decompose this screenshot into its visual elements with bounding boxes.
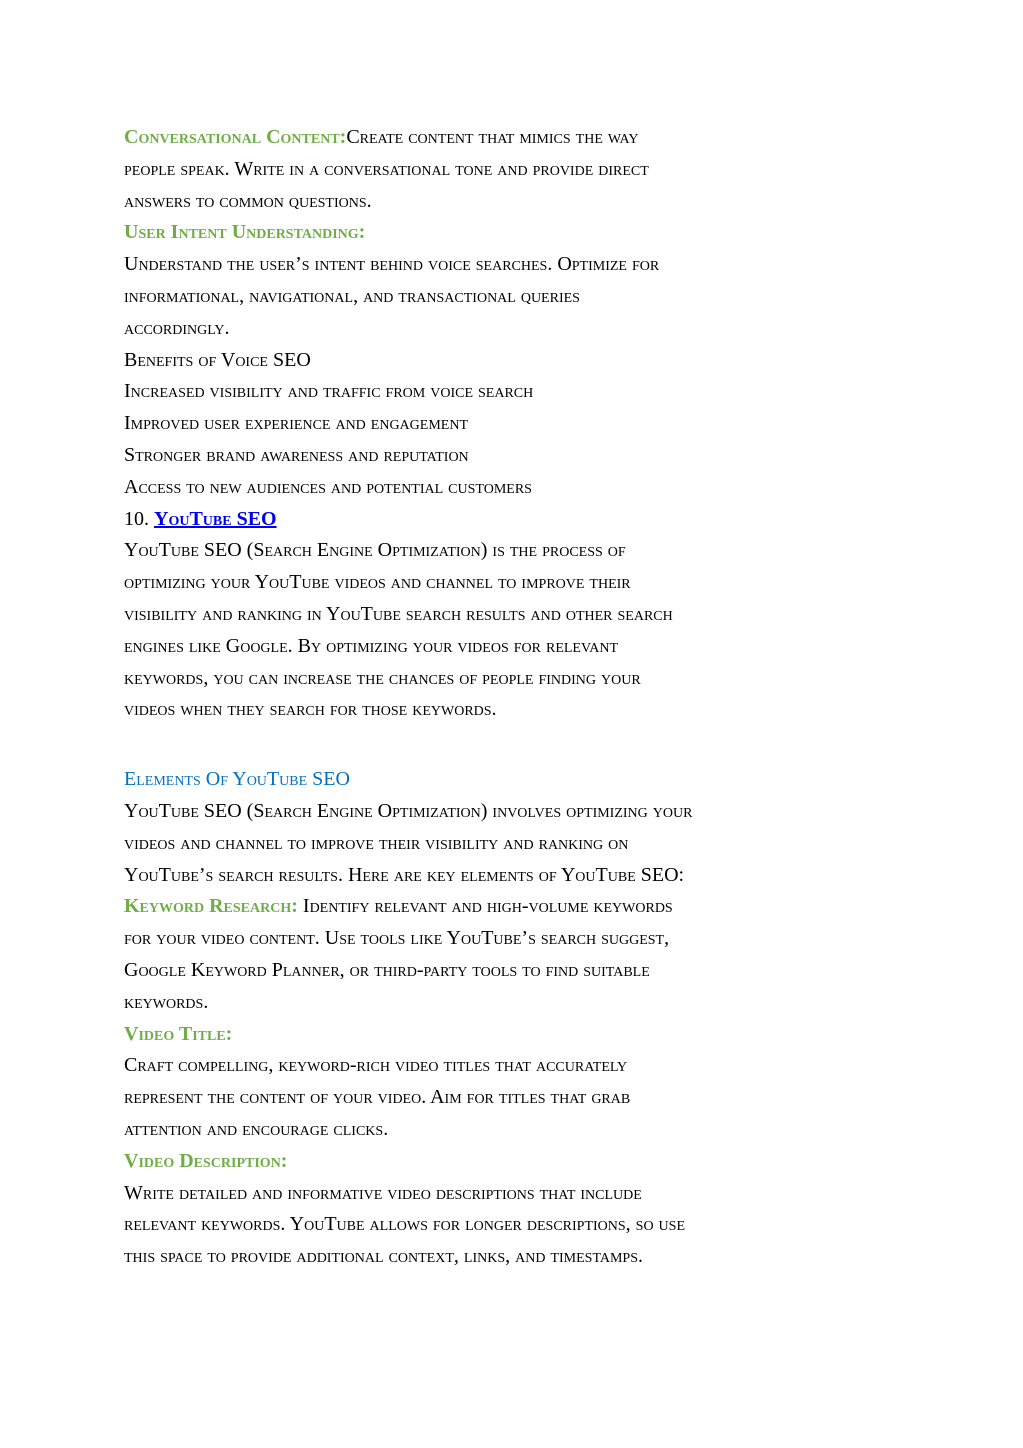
keyword-research-line-3: Google Keyword Planner, or third-party tools to find suitable: [124, 958, 650, 981]
youtube-seo-line: optimizing your YouTube videos and channel to improve their: [124, 571, 631, 594]
user-intent-line-2: informational, navigational, and transactional queries: [124, 284, 580, 307]
user-intent-heading: User Intent Understanding:: [124, 221, 366, 244]
user-intent-line-1: Understand the user’s intent behind voice searches. Optimize for: [124, 253, 660, 276]
video-title-line-1: Craft compelling, keyword-rich video titles that accurately: [124, 1054, 628, 1077]
video-title-line-2: represent the content of your video. Aim for titles that grab: [124, 1086, 631, 1109]
keyword-research-line-1: [124, 891, 904, 923]
benefits-heading: Benefits of Voice SEO: [124, 348, 311, 371]
conversational-text-1: Create content that mimics the way: [346, 126, 639, 148]
document-page: [124, 122, 904, 1273]
benefit-item: Increased visibility and traffic from voice search: [124, 380, 534, 403]
conversational-content-heading: Conversational Content:: [124, 126, 347, 148]
benefit-item: Improved user experience and engagement: [124, 412, 468, 435]
video-title-line-3: attention and encourage clicks.: [124, 1117, 389, 1140]
benefit-item: Stronger brand awareness and reputation: [124, 443, 469, 466]
video-description-heading: Video Description:: [124, 1149, 288, 1172]
keyword-research-text-1: Identify relevant and high-volume keywords: [297, 895, 673, 918]
conversational-line-1: [124, 122, 904, 154]
youtube-seo-number: 10.: [124, 507, 154, 530]
paragraph-spacer: [124, 726, 904, 764]
elements-heading: Elements Of YouTube SEO: [124, 768, 350, 791]
youtube-seo-line: keywords, you can increase the chances of people finding your: [124, 666, 641, 689]
elements-line: videos and channel to improve their visibility and ranking on: [124, 831, 629, 854]
conversational-line-3: answers to common questions.: [124, 189, 372, 212]
video-description-line-1: Write detailed and informative video descriptions that include: [124, 1181, 642, 1204]
video-description-line-3: this space to provide additional context, links, and timestamps.: [124, 1245, 644, 1268]
benefit-item: Access to new audiences and potential customers: [124, 475, 532, 498]
youtube-seo-line: engines like Google. By optimizing your videos for relevant: [124, 634, 619, 657]
keyword-research-heading: Keyword Research:: [124, 895, 298, 918]
keyword-research-line-4: keywords.: [124, 990, 209, 1013]
elements-line: YouTube’s search results. Here are key elements of YouTube SEO:: [124, 863, 685, 886]
youtube-seo-line: visibility and ranking in YouTube search results and other search: [124, 602, 673, 625]
youtube-seo-heading: [124, 504, 904, 536]
youtube-seo-link[interactable]: YouTube SEO: [154, 507, 277, 530]
video-description-line-2: relevant keywords. YouTube allows for longer descriptions, so use: [124, 1213, 686, 1236]
video-title-heading: Video Title:: [124, 1022, 233, 1045]
user-intent-line-3: accordingly.: [124, 316, 230, 339]
conversational-line-2: people speak. Write in a conversational tone and provide direct: [124, 157, 649, 180]
youtube-seo-line: videos when they search for those keywords.: [124, 698, 497, 721]
youtube-seo-line: YouTube SEO (Search Engine Optimization) is the process of: [124, 539, 626, 562]
keyword-research-line-2: for your video content. Use tools like YouTube’s search suggest,: [124, 927, 670, 950]
elements-line: YouTube SEO (Search Engine Optimization) involves optimizing your: [124, 799, 693, 822]
